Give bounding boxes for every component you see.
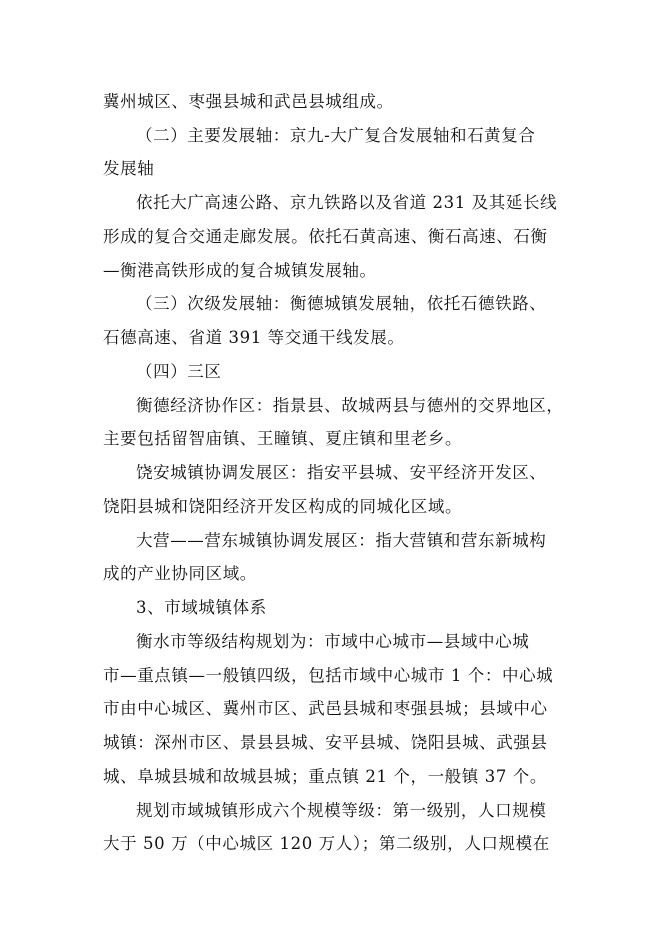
text-line: 依托大广高速公路、京九铁路以及省道 231 及其延长线 [136,193,558,212]
text-line: 大于 50 万（中心城区 120 万人）；第二级别，人口规模在 [103,834,550,853]
text-line: 饶安城镇协调发展区：指安平县城、安平经济开发区、 [136,463,547,482]
section-heading: （三）次级发展轴：衡德城镇发展轴，依托石德铁路、 [136,294,547,313]
text-line: —衡港高铁形成的复合城镇发展轴。 [103,261,377,280]
text-line: 城、阜城县城和故城县城；重点镇 21 个，一般镇 37 个。 [103,767,547,786]
section-heading-continued: 发展轴 [103,159,155,178]
text-line: 主要包括留智庙镇、王瞳镇、夏庄镇和里老乡。 [103,429,463,448]
text-line: 衡德经济协作区：指景县、故城两县与德州的交界地区， [136,396,564,415]
section-heading: 3、市域城镇体系 [136,598,267,617]
text-line: 规划市域城镇形成六个规模等级：第一级别，人口规模 [136,801,547,820]
text-line: 石德高速、省道 391 等交通干线发展。 [103,328,405,347]
text-line: 冀州城区、枣强县城和武邑县城组成。 [103,92,394,111]
section-heading: （四）三区 [136,362,222,381]
text-line: 饶阳县城和饶阳经济开发区构成的同城化区域。 [103,497,463,516]
text-line: 市—重点镇—一般镇四级，包括市域中心城市 1 个：中心城 [103,666,554,685]
section-heading: （二）主要发展轴：京九-大广复合发展轴和石黄复合 [136,126,536,145]
text-line: 成的产业协同区域。 [103,564,257,583]
text-line: 大营——营东城镇协调发展区：指大营镇和营东新城构 [136,531,547,550]
text-line: 城镇：深州市区、景县县城、安平县城、饶阳县城、武强县 [103,733,548,752]
text-line: 形成的复合交通走廊发展。依托石黄高速、衡石高速、石衡 [103,227,548,246]
text-line: 市由中心城区、冀州市区、武邑县城和枣强县城；县域中心 [103,699,548,718]
text-line: 衡水市等级结构规划为：市域中心城市—县域中心城 [136,632,530,651]
